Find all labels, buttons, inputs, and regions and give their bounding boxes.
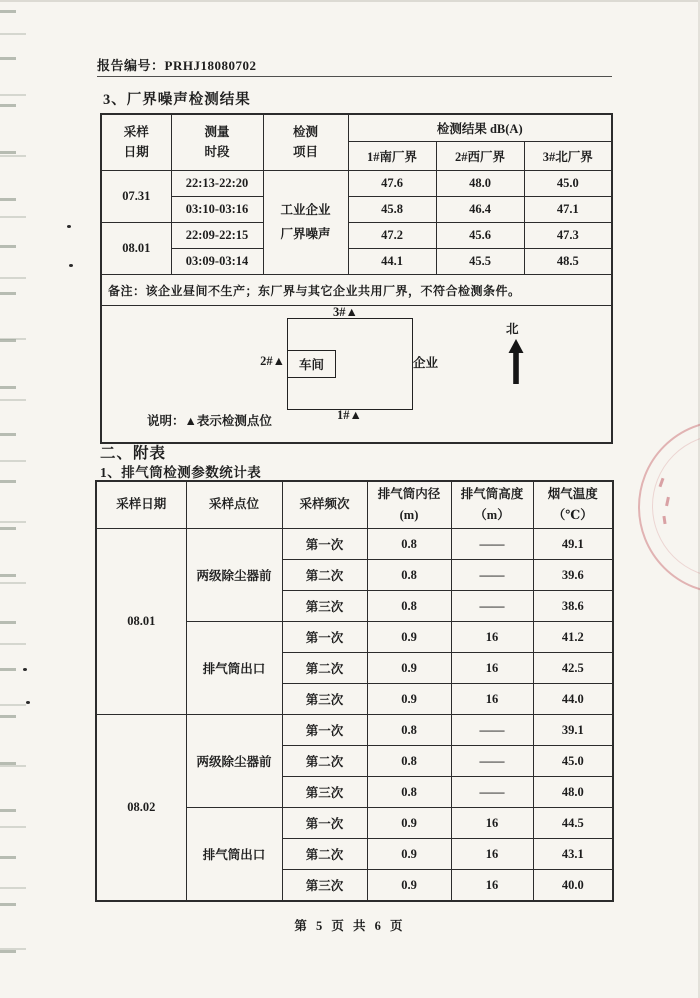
appendix-section-title: 二、附表 bbox=[100, 445, 167, 462]
stack-height: —— bbox=[451, 591, 533, 622]
stack-diameter: 0.8 bbox=[367, 746, 451, 777]
stack-location: 两级除尘器前 bbox=[186, 715, 282, 808]
stack-location: 排气筒出口 bbox=[186, 808, 282, 902]
stack-height: 16 bbox=[451, 870, 533, 902]
stack-col-date: 采样日期 bbox=[96, 481, 186, 529]
stack-temp: 44.0 bbox=[533, 684, 613, 715]
stack-height: —— bbox=[451, 777, 533, 808]
north-arrow-icon bbox=[508, 339, 524, 389]
stack-date-0802: 08.02 bbox=[96, 715, 186, 902]
noise-value: 48.0 bbox=[436, 171, 524, 197]
stack-diameter: 0.9 bbox=[367, 653, 451, 684]
table-row bbox=[101, 197, 612, 223]
table-row bbox=[101, 249, 612, 275]
book-page-edge-ticks bbox=[0, 33, 26, 983]
noise-remark: 备注：该企业昼间不生产；东厂界与其它企业共用厂界，不符合检测条件。 bbox=[101, 275, 612, 306]
scan-speck bbox=[67, 225, 71, 228]
stack-freq: 第一次 bbox=[282, 529, 367, 560]
report-number-value: PRHJ18080702 bbox=[164, 58, 257, 73]
noise-date-0731: 07.31 bbox=[101, 171, 171, 223]
stack-temp: 39.6 bbox=[533, 560, 613, 591]
stack-diameter: 0.9 bbox=[367, 839, 451, 870]
stack-height: —— bbox=[451, 746, 533, 777]
stack-diameter: 0.9 bbox=[367, 622, 451, 653]
stack-temp: 49.1 bbox=[533, 529, 613, 560]
noise-value: 44.1 bbox=[348, 249, 436, 275]
noise-period: 22:13-22:20 bbox=[171, 171, 263, 197]
table-row bbox=[96, 715, 613, 746]
stack-temp: 40.0 bbox=[533, 870, 613, 902]
noise-value: 48.5 bbox=[524, 249, 612, 275]
stack-height: 16 bbox=[451, 684, 533, 715]
noise-col-item: 检测项目 bbox=[263, 114, 348, 171]
noise-value: 45.8 bbox=[348, 197, 436, 223]
noise-boundary-header-west: 2#西厂界 bbox=[436, 142, 524, 171]
stack-parameters-table bbox=[95, 480, 614, 902]
workshop-box bbox=[287, 350, 336, 378]
stack-freq: 第二次 bbox=[282, 839, 367, 870]
scan-speck bbox=[26, 701, 30, 704]
measure-point-2-label: 2#▲ bbox=[260, 354, 285, 368]
stack-diameter: 0.8 bbox=[367, 591, 451, 622]
noise-period: 03:09-03:14 bbox=[171, 249, 263, 275]
report-number-label: 报告编号： bbox=[97, 58, 165, 73]
stack-col-location: 采样点位 bbox=[186, 481, 282, 529]
stack-freq: 第三次 bbox=[282, 777, 367, 808]
stack-freq: 第二次 bbox=[282, 746, 367, 777]
noise-col-date: 采样日期 bbox=[101, 114, 171, 171]
stack-height: —— bbox=[451, 715, 533, 746]
stack-temp: 42.5 bbox=[533, 653, 613, 684]
stack-height: 16 bbox=[451, 653, 533, 684]
scan-speck bbox=[23, 668, 27, 671]
stack-diameter: 0.9 bbox=[367, 808, 451, 839]
noise-date-0801: 08.01 bbox=[101, 223, 171, 275]
stack-freq: 第一次 bbox=[282, 622, 367, 653]
north-label: 北 bbox=[506, 322, 519, 336]
stack-col-freq: 采样频次 bbox=[282, 481, 367, 529]
table-row bbox=[96, 529, 613, 560]
stack-temp: 41.2 bbox=[533, 622, 613, 653]
noise-boundary-header-south: 1#南厂界 bbox=[348, 142, 436, 171]
stack-freq: 第三次 bbox=[282, 591, 367, 622]
noise-result-group-header: 检测结果 dB(A) bbox=[348, 114, 612, 142]
stack-height: 16 bbox=[451, 839, 533, 870]
noise-period: 22:09-22:15 bbox=[171, 223, 263, 249]
stack-freq: 第三次 bbox=[282, 870, 367, 902]
stack-diameter: 0.9 bbox=[367, 684, 451, 715]
stack-temp: 38.6 bbox=[533, 591, 613, 622]
stack-location: 排气筒出口 bbox=[186, 622, 282, 715]
workshop-label: 车间 bbox=[298, 358, 324, 372]
noise-boundary-header-north: 3#北厂界 bbox=[524, 142, 612, 171]
stack-temp: 48.0 bbox=[533, 777, 613, 808]
noise-value: 47.1 bbox=[524, 197, 612, 223]
noise-value: 47.6 bbox=[348, 171, 436, 197]
table-row bbox=[101, 171, 612, 197]
noise-value: 47.2 bbox=[348, 223, 436, 249]
stack-date-0801: 08.01 bbox=[96, 529, 186, 715]
noise-period: 03:10-03:16 bbox=[171, 197, 263, 223]
stack-freq: 第一次 bbox=[282, 715, 367, 746]
stack-height: 16 bbox=[451, 808, 533, 839]
table-row bbox=[101, 223, 612, 249]
stack-table-title: 1、排气筒检测参数统计表 bbox=[100, 465, 262, 480]
measure-point-3-label: 3#▲ bbox=[333, 305, 358, 319]
stack-freq: 第一次 bbox=[282, 808, 367, 839]
noise-value: 45.0 bbox=[524, 171, 612, 197]
stack-location: 两级除尘器前 bbox=[186, 529, 282, 622]
stack-col-height: 排气筒高度 （m） bbox=[451, 481, 533, 529]
stack-temp: 39.1 bbox=[533, 715, 613, 746]
noise-value: 47.3 bbox=[524, 223, 612, 249]
stack-col-diameter: 排气筒内径 (m) bbox=[367, 481, 451, 529]
noise-value: 46.4 bbox=[436, 197, 524, 223]
stack-temp: 44.5 bbox=[533, 808, 613, 839]
stack-diameter: 0.9 bbox=[367, 870, 451, 902]
stack-col-temp: 烟气温度 （℃） bbox=[533, 481, 613, 529]
site-diagram bbox=[101, 306, 612, 444]
scan-speck bbox=[69, 264, 73, 267]
page-edge-top bbox=[0, 0, 700, 2]
noise-section-title: 3、厂界噪声检测结果 bbox=[103, 92, 251, 108]
measure-point-1-label: 1#▲ bbox=[337, 408, 362, 422]
report-number-line bbox=[97, 55, 612, 77]
stack-height: —— bbox=[451, 560, 533, 591]
noise-value: 45.6 bbox=[436, 223, 524, 249]
enterprise-label: 企业 bbox=[413, 356, 439, 370]
noise-results-table bbox=[100, 113, 613, 444]
stack-freq: 第二次 bbox=[282, 560, 367, 591]
stack-height: —— bbox=[451, 529, 533, 560]
stack-freq: 第二次 bbox=[282, 653, 367, 684]
stack-diameter: 0.8 bbox=[367, 715, 451, 746]
stack-freq: 第三次 bbox=[282, 684, 367, 715]
stack-temp: 45.0 bbox=[533, 746, 613, 777]
stack-diameter: 0.8 bbox=[367, 529, 451, 560]
noise-test-item: 工业企业 厂界噪声 bbox=[263, 171, 348, 275]
diagram-legend: 说明：▲表示检测点位 bbox=[147, 414, 272, 428]
stack-temp: 43.1 bbox=[533, 839, 613, 870]
noise-col-period: 测量时段 bbox=[171, 114, 263, 171]
page-number: 第 5 页 共 6 页 bbox=[294, 919, 406, 933]
stack-diameter: 0.8 bbox=[367, 777, 451, 808]
noise-value: 45.5 bbox=[436, 249, 524, 275]
stack-height: 16 bbox=[451, 622, 533, 653]
stack-diameter: 0.8 bbox=[367, 560, 451, 591]
